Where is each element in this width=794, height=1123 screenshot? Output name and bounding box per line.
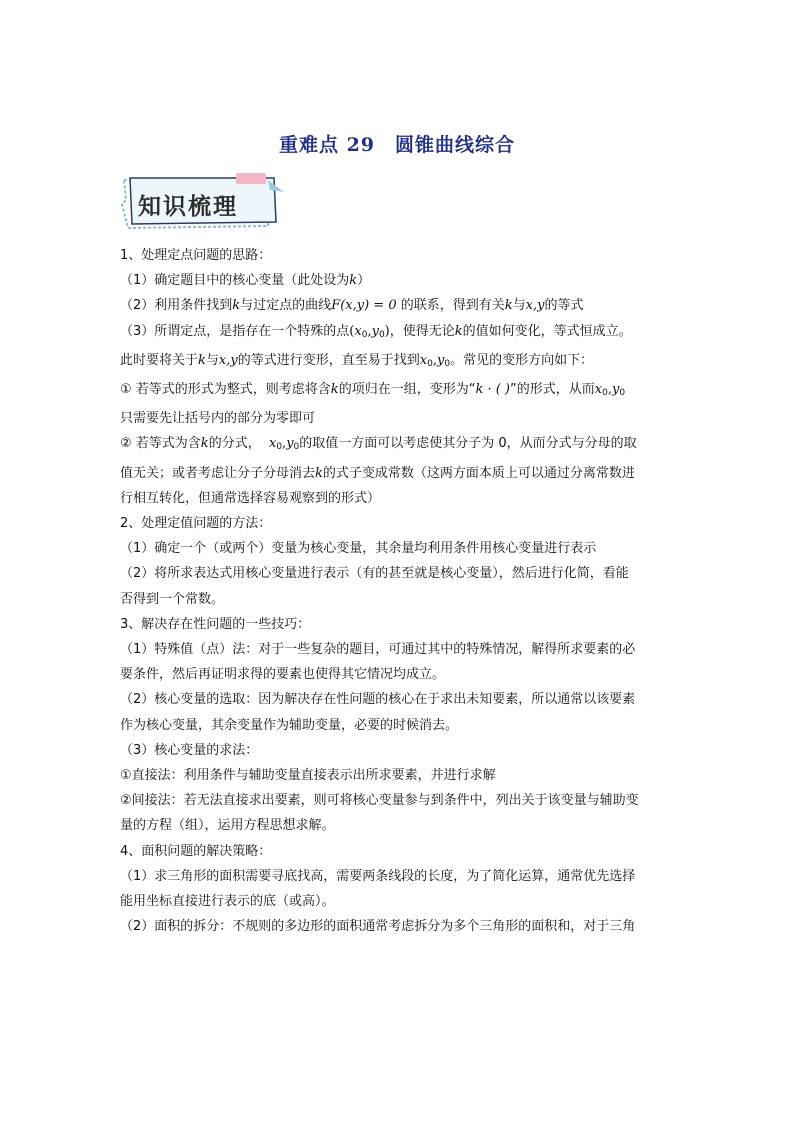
sec4-item-2: （2）面积的拆分：不规则的多边形的面积通常考虑拆分为多个三角形的面积和，对于三角	[120, 919, 636, 935]
sec1-step-4: 此时要将关于k与x,y的等式进行变形，直至易于找到$x_0,y_0$。常见的变形方向如下：	[120, 352, 594, 369]
sec1-step-1: （1）确定题目中的核心变量（此处设为k）	[120, 273, 371, 289]
sec2-step-1: （1）确定一个（或两个）变量为核心变量，其余量均利用条件用核心变量进行表示	[120, 541, 597, 557]
sec2-step-2: （2）将所求表达式用核心变量进行表示（有的甚至就是核心变量），然后进行化简，看能	[120, 566, 629, 582]
sec3-direct-method: ①直接法：利用条件与辅助变量直接表示出所求要素，并进行求解	[120, 768, 496, 784]
sec3-item-1: （1）特殊值（点）法：对于一些复杂的题目，可通过其中的特殊情况，解得所求要素的必	[120, 642, 636, 658]
sec3-item-2-cont: 作为核心变量，其余变量作为辅助变量，必要的时候消去。	[120, 717, 459, 733]
sec1-case-1: ① 若等式的形式为整式，则考虑将含k的项归在一组，变形为“k · ( )”的形式，从而$x_0,y_0$	[120, 382, 626, 399]
curve-equation: F(x,y) = 0	[331, 298, 397, 314]
section-4-heading: 4、面积问题的解决策略：	[120, 843, 272, 859]
content-body	[120, 243, 680, 939]
sec1-case-2: ② 若等式为含k的分式， $x_0,y_0$的取值一方面可以考虑使其分子为 0，从而分式与分母的取	[120, 436, 637, 453]
sec2-step-2-cont: 否得到一个常数。	[120, 591, 225, 607]
sec3-item-1-cont: 要条件，然后再证明求得的要素也使得其它情况均成立。	[120, 667, 446, 683]
sec4-item-1-cont: 能用坐标直接进行表示的底（或高）。	[120, 894, 335, 910]
section-2-heading: 2、处理定值问题的方法：	[120, 516, 272, 532]
banner-label: 知识梳理	[138, 193, 238, 220]
section-1-heading: 1、处理定点问题的思路：	[120, 248, 272, 263]
page-title: 重难点 29 圆锥曲线综合	[278, 134, 516, 156]
section-3-heading: 3、解决存在性问题的一些技巧：	[120, 616, 311, 632]
sec3-indirect-method-cont: 量的方程（组），运用方程思想求解。	[120, 818, 335, 834]
sec1-case-2-cont: 值无关；或者考虑让分子分母消去k的式子变成常数（这两方面本质上可以通过分离常数进	[120, 465, 635, 481]
tape-icon	[236, 173, 266, 184]
sec3-item-3: （3）核心变量的求法：	[120, 742, 259, 758]
sec3-indirect-method: ②间接法：若无法直接求出要素，则可将核心变量参与到条件中，列出关于该变量与辅助变	[120, 793, 639, 809]
sec1-step-3: （3）所谓定点，是指存在一个特殊的点$(x_0,y_0)$，使得无论k的值如何变化，等式恒成立。	[120, 323, 632, 340]
sec1-case-1-cont: 只需要先让括号内的部分为零即可	[120, 411, 316, 427]
sec1-step-2: （2）利用条件找到k与过定点的曲线F(x,y) = 0 的联系，得到有关k与x,y的等式	[120, 298, 584, 314]
sec3-item-2: （2）核心变量的选取：因为解决存在性问题的核心在于求出未知要素，所以通常以该要素	[120, 692, 636, 708]
sec1-case-2-cont2: 行相互转化，但通常选择容易观察到的形式）	[120, 490, 381, 506]
sec4-item-1: （1）求三角形的面积需要寻底找高，需要两条线段的长度，为了简化运算，通常优先选择	[120, 868, 636, 884]
